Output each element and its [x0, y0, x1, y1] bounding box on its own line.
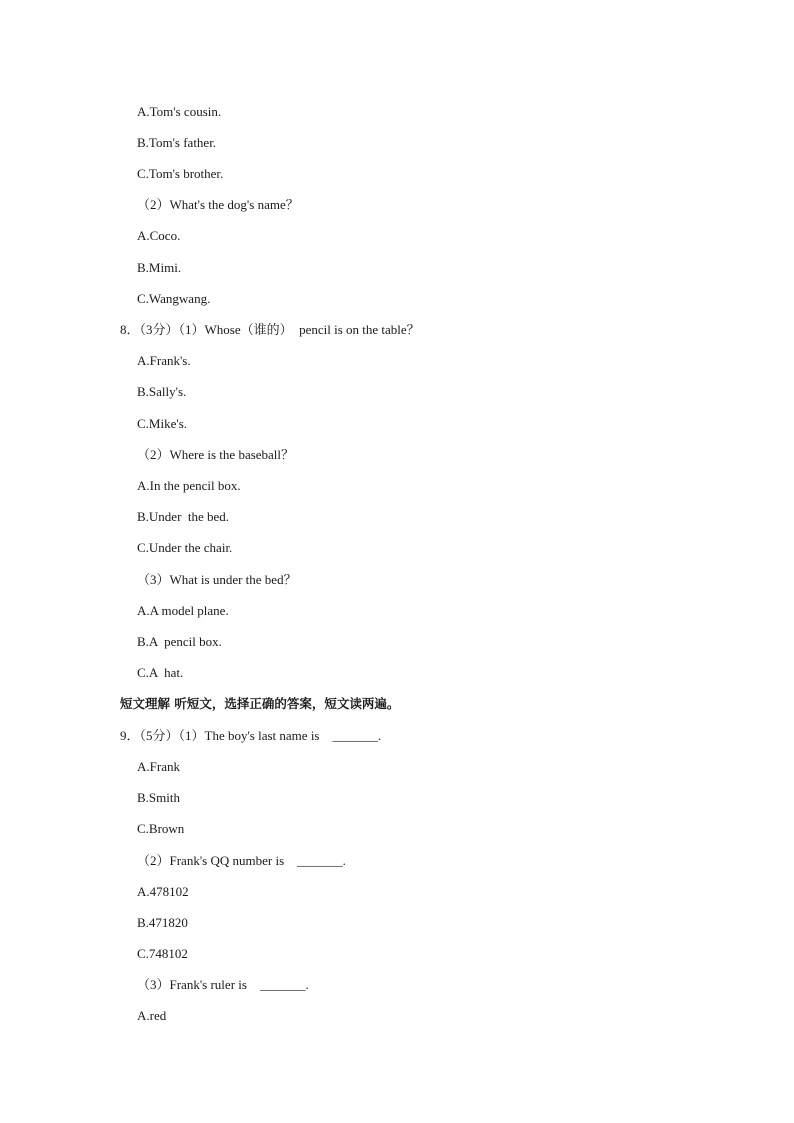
section-heading: 短文理解 听短文，选择正确的答案，短文读两遍。: [120, 696, 400, 711]
option-a: A.In the pencil box.: [137, 478, 241, 493]
option-b: B.A pencil box.: [137, 634, 222, 649]
option-b: B.Tom's father.: [137, 135, 217, 150]
option-c: C.Brown: [137, 821, 185, 836]
option-a: A.Coco.: [137, 228, 181, 243]
option-a: A.Tom's cousin.: [137, 104, 222, 119]
option-c: C.Mike's.: [137, 416, 188, 431]
option-b: B.Smith: [137, 790, 180, 805]
sub-question: （3）What is under the bed？: [137, 572, 297, 587]
option-a: A.478102: [137, 884, 189, 899]
sub-question: （2）Where is the baseball？: [137, 447, 295, 462]
option-b: B.Sally's.: [137, 384, 187, 399]
question-9: 9．（5分）（1）The boy's last name is _______.: [120, 728, 382, 743]
option-b: B.Under the bed.: [137, 509, 230, 524]
option-b: B.Mimi.: [137, 260, 182, 275]
option-a: A.Frank's.: [137, 353, 191, 368]
option-c: C.Tom's brother.: [137, 166, 224, 181]
option-a: A.Frank: [137, 759, 180, 774]
option-a: A.A model plane.: [137, 603, 229, 618]
sub-question: （2）What's the dog's name？: [137, 197, 299, 212]
sub-question: （2）Frank's QQ number is _______.: [137, 853, 346, 868]
option-c: C.748102: [137, 946, 188, 961]
option-c: C.A hat.: [137, 665, 184, 680]
sub-question: （3）Frank's ruler is _______.: [137, 977, 309, 992]
option-c: C.Under the chair.: [137, 540, 233, 555]
option-a: A.red: [137, 1008, 167, 1023]
option-b: B.471820: [137, 915, 188, 930]
option-c: C.Wangwang.: [137, 291, 211, 306]
question-8: 8．（3分）（1）Whose（谁的） pencil is on the table？: [120, 322, 420, 337]
